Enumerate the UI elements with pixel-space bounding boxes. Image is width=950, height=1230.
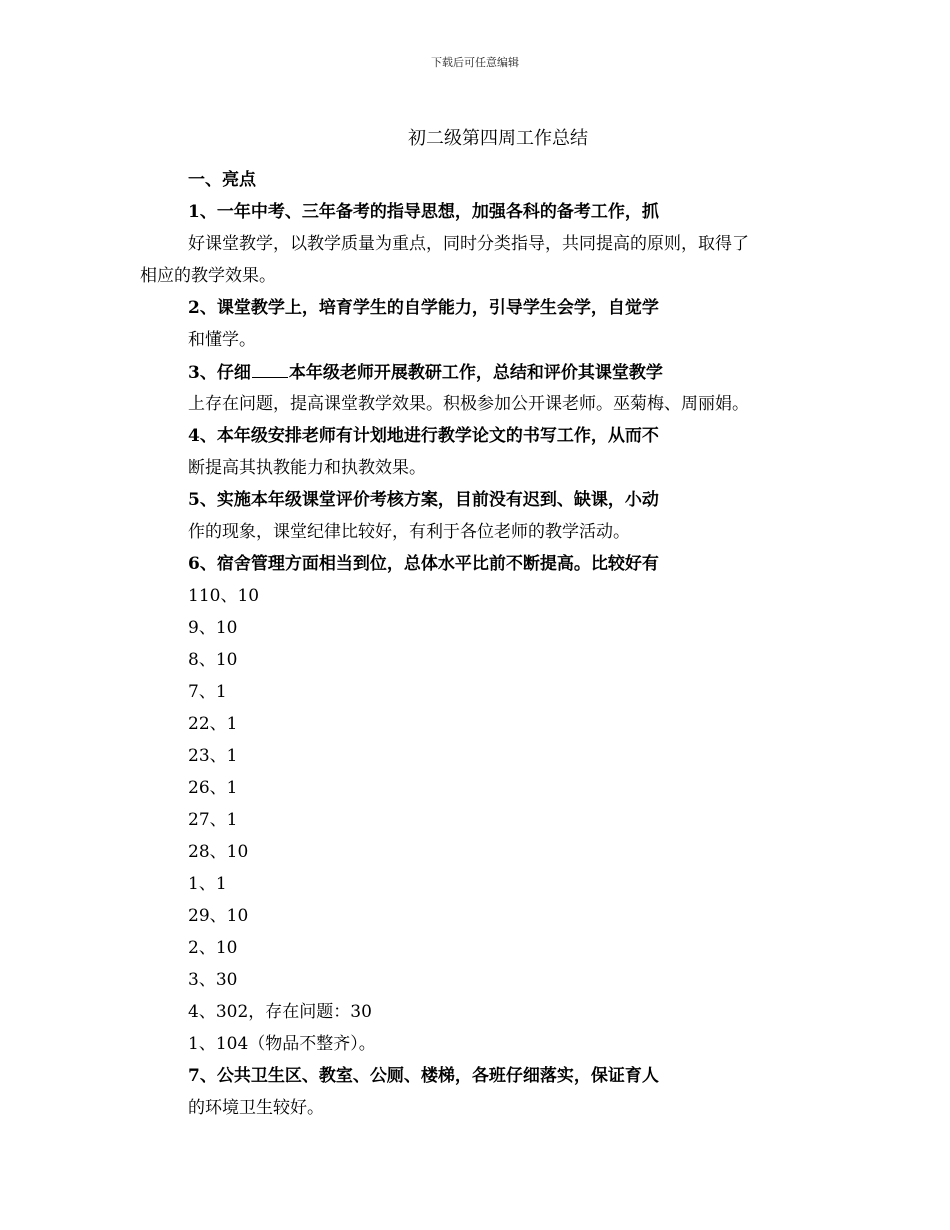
item-3-heading <box>188 361 663 384</box>
dorm-list-item: 3、30 <box>188 970 238 990</box>
item-3-heading-part-a: 3、仔细 <box>188 363 251 383</box>
dorm-list-item: 110、10 <box>188 586 260 606</box>
item-5-heading: 5、实施本年级课堂评价考核方案，目前没有迟到、缺课，小动 <box>188 490 659 510</box>
dorm-list-item: 1、104（物品不整齐）。 <box>188 1034 376 1054</box>
item-1-heading: 1、一年中考、三年备考的指导思想，加强各科的备考工作，抓 <box>188 202 659 222</box>
item-5-text: 作的现象，课堂纪律比较好，有利于各位老师的教学活动。 <box>188 522 630 542</box>
dorm-list-item: 7、1 <box>188 682 227 702</box>
document-title: 初二级第四周工作总结 <box>408 128 588 149</box>
item-4-text: 断提高其执教能力和执教效果。 <box>188 458 426 478</box>
dorm-list-item: 26、1 <box>188 778 238 798</box>
dorm-list-item: 27、1 <box>188 810 238 830</box>
item-4-heading: 4、本年级安排老师有计划地进行教学论文的书写工作，从而不 <box>188 426 659 446</box>
dorm-list-item: 23、1 <box>188 746 238 766</box>
item-6-heading: 6、宿舍管理方面相当到位，总体水平比前不断提高。比较好有 <box>188 554 659 574</box>
dorm-list-item: 4、302，存在问题：30 <box>188 1002 372 1022</box>
item-2-heading: 2、课堂教学上，培育学生的自学能力，引导学生会学，自觉学 <box>188 298 659 318</box>
fill-blank <box>252 361 288 378</box>
dorm-list-item: 8、10 <box>188 650 238 670</box>
dorm-list-item: 22、1 <box>188 714 238 734</box>
item-1-text-line-2: 相应的教学效果。 <box>140 266 276 286</box>
dorm-list-item: 29、10 <box>188 906 249 926</box>
item-3-text: 上存在问题，提高课堂教学效果。积极参加公开课老师。巫菊梅、周丽娟。 <box>188 394 749 414</box>
item-1-text-line-1: 好课堂教学，以教学质量为重点，同时分类指导，共同提高的原则，取得了 <box>188 234 749 254</box>
header-note: 下载后可任意编辑 <box>431 56 519 69</box>
dorm-list-item: 9、10 <box>188 618 238 638</box>
dorm-list-item: 1、1 <box>188 874 227 894</box>
dorm-list-item: 28、10 <box>188 842 249 862</box>
section-heading: 一、亮点 <box>188 170 256 190</box>
item-3-heading-part-b: 本年级老师开展教研工作，总结和评价其课堂教学 <box>288 363 663 383</box>
item-2-text: 和懂学。 <box>188 330 256 350</box>
item-7-heading: 7、公共卫生区、教室、公厕、楼梯，各班仔细落实，保证育人 <box>188 1066 659 1086</box>
dorm-list-item: 2、10 <box>188 938 238 958</box>
item-7-text: 的环境卫生较好。 <box>188 1098 324 1118</box>
